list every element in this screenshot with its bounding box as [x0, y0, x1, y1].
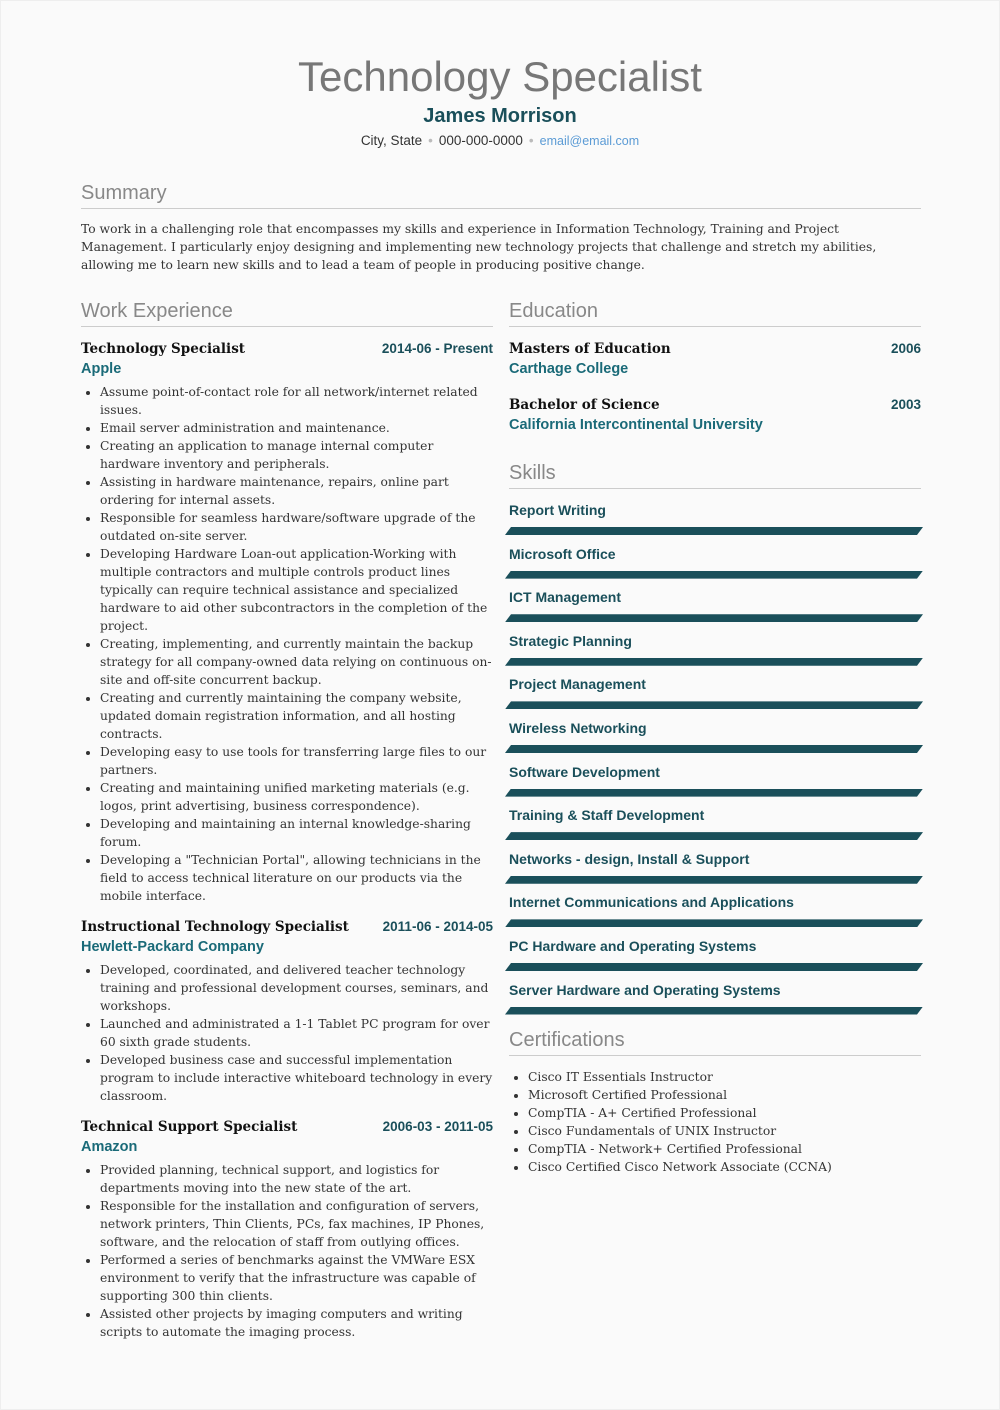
company-name: Amazon: [81, 1139, 138, 1155]
skill-item: [509, 804, 921, 848]
contact-line: [1, 133, 999, 148]
skill-level-bar: [505, 527, 923, 535]
graduation-year: 2003: [890, 397, 921, 412]
skill-item: [509, 935, 921, 979]
job-entry: [81, 1119, 493, 1341]
work-experience-section: [81, 299, 493, 1341]
skill-level-bar: [505, 658, 923, 666]
skill-level-bar: [505, 745, 923, 753]
bullet-item: • Assume point-of-contact role for all network/internet related issues.: [100, 383, 493, 419]
bullet-item: • Creating, implementing, and currently maintain the backup strategy for all company-owned data relying on continuous on-site and off-site concurrent backup.: [100, 635, 493, 689]
section-heading: Work Experience: [81, 299, 493, 327]
separator-dot: •: [528, 133, 534, 148]
degree: Bachelor of Science: [509, 397, 660, 413]
bullet-item: • Creating and currently maintaining the company website, updated domain registration information, and all hosting contracts.: [100, 689, 493, 743]
email-link[interactable]: email@email.com: [539, 134, 640, 148]
section-heading: Skills: [509, 461, 921, 489]
section-heading: Summary: [81, 181, 921, 209]
bullet-item: • Provided planning, technical support, and logistics for departments moving into the new state of the art.: [100, 1161, 493, 1197]
certification-item: • Microsoft Certified Professional: [528, 1086, 921, 1104]
skill-name: Project Management: [509, 676, 646, 693]
summary-section: [81, 181, 921, 274]
bullet-item: • Developing easy to use tools for transferring large files to our partners.: [100, 743, 493, 779]
skill-name: Software Development: [509, 763, 660, 780]
skill-name: Training & Staff Development: [509, 807, 705, 824]
skill-level-bar: [505, 789, 923, 797]
skill-name: Report Writing: [509, 502, 606, 518]
skill-name: PC Hardware and Operating Systems: [509, 937, 757, 954]
section-heading: Education: [509, 299, 921, 327]
job-header: [81, 919, 493, 935]
bullet-item: • Email server administration and maintenance.: [100, 419, 493, 437]
job-dates: 2006-03 - 2011-05: [382, 1119, 493, 1134]
skill-item: [509, 499, 921, 543]
job-title: Instructional Technology Specialist: [81, 919, 349, 935]
bullet-item: • Creating an application to manage internal computer hardware inventory and peripherals.: [100, 437, 493, 473]
skill-item: [509, 543, 921, 587]
bullet-item: • Assisting in hardware maintenance, repairs, online part ordering for internal assets.: [100, 473, 493, 509]
education-entry: [509, 341, 921, 377]
school-name: Carthage College: [509, 361, 629, 377]
skill-name: Server Hardware and Operating Systems: [509, 981, 781, 998]
job-bullets: [81, 1161, 493, 1341]
skill-item: [509, 979, 921, 1023]
person-name: James Morrison: [423, 105, 577, 127]
skill-name: Microsoft Office: [509, 545, 616, 562]
skill-level-bar: [505, 701, 923, 709]
bullet-item: • Developed, coordinated, and delivered teacher technology training and professional development courses, seminars, and workshops.: [100, 961, 493, 1015]
skill-item: [509, 717, 921, 761]
skill-level-bar: [505, 876, 923, 884]
skill-level-bar: [505, 571, 923, 579]
skill-level-bar: [505, 1007, 923, 1015]
certifications-section: [509, 1028, 921, 1176]
job-title: Technical Support Specialist: [81, 1119, 298, 1135]
certification-item: • Cisco Fundamentals of UNIX Instructor: [528, 1122, 921, 1140]
graduation-year: 2006: [890, 341, 921, 356]
location: City, State: [360, 133, 423, 148]
skill-level-bar: [505, 919, 923, 927]
bullet-item: • Developing a "Technician Portal", allowing technicians in the field to access technical literature on our products via the mobile interface.: [100, 851, 493, 905]
job-header: [81, 341, 493, 357]
skill-name: Strategic Planning: [509, 632, 632, 649]
education-header: [509, 341, 921, 357]
education-header: [509, 397, 921, 413]
education-entry: [509, 397, 921, 433]
resume-header: [1, 1, 999, 148]
skills-section: [509, 461, 921, 1022]
bullet-item: • Assisted other projects by imaging computers and writing scripts to automate the imaging process.: [100, 1305, 493, 1341]
separator-dot: •: [428, 133, 433, 148]
certification-item: • CompTIA - A+ Certified Professional: [528, 1104, 921, 1122]
skill-item: [509, 891, 921, 935]
skill-item: [509, 586, 921, 630]
bullet-item: • Developed business case and successful implementation program to include interactive whiteboard technology in every classroom.: [100, 1051, 493, 1105]
skill-name: Networks - design, Install & Support: [509, 850, 750, 867]
bullet-item: • Developing Hardware Loan-out application-Working with multiple contractors and multiple controls product lines typically can require technical assistance and specialized hardware to aid other subcontractors in the completion of the project.: [100, 545, 493, 635]
phone: 000-000-0000: [438, 133, 523, 148]
skill-level-bar: [505, 963, 923, 971]
right-column: [509, 299, 921, 1176]
summary-text: To work in a challenging role that encompasses my skills and experience in Information Technology, Training and Project Management. I particularly enjoy designing and implementing new technology projects that challenge and stretch my abilities, allowing me to learn new skills and to lead a team of people in producing positive change.: [81, 222, 877, 272]
job-dates: 2011-06 - 2014-05: [382, 919, 493, 934]
section-heading: Certifications: [509, 1028, 921, 1056]
skill-name: Internet Communications and Applications: [509, 894, 794, 911]
job-entry: [81, 919, 493, 1105]
job-title: Technology Specialist: [81, 341, 246, 357]
skill-level-bar: [505, 614, 923, 622]
job-bullets: [81, 383, 493, 905]
company-name: Apple: [81, 361, 122, 377]
bullet-item: • Creating and maintaining unified marketing materials (e.g. logos, print advertising, business correspondence).: [100, 779, 493, 815]
resume-title: Technology Specialist: [298, 53, 702, 100]
bullet-item: • Performed a series of benchmarks against the VMWare ESX environment to verify that the infrastructure was capable of supporting 300 thin clients.: [100, 1251, 493, 1305]
degree: Masters of Education: [509, 341, 671, 357]
skill-item: [509, 673, 921, 717]
school-name: California Intercontinental University: [509, 417, 763, 433]
bullet-item: • Responsible for seamless hardware/software upgrade of the outdated on-site server.: [100, 509, 493, 545]
bullet-item: • Launched and administrated a 1-1 Tablet PC program for over 60 sixth grade students.: [100, 1015, 493, 1051]
certification-item: • Cisco IT Essentials Instructor: [528, 1068, 921, 1086]
job-header: [81, 1119, 493, 1135]
bullet-item: • Developing and maintaining an internal knowledge-sharing forum.: [100, 815, 493, 851]
education-section: [509, 299, 921, 433]
job-entry: [81, 341, 493, 905]
job-dates: 2014-06 - Present: [381, 341, 493, 356]
skill-level-bar: [505, 832, 923, 840]
skill-name: ICT Management: [509, 589, 622, 606]
skill-item: [509, 848, 921, 892]
skill-name: Wireless Networking: [509, 719, 647, 736]
bullet-item: • Responsible for the installation and configuration of servers, network printers, Thin Clients, PCs, fax machines, IP Phones, software, and the relocation of staff from outlying offices.: [100, 1197, 493, 1251]
certification-item: • CompTIA - Network+ Certified Professional: [528, 1140, 921, 1158]
skill-item: [509, 761, 921, 805]
certification-item: • Cisco Certified Cisco Network Associate (CCNA): [528, 1158, 921, 1176]
company-name: Hewlett-Packard Company: [81, 939, 264, 955]
job-bullets: [81, 961, 493, 1105]
skill-item: [509, 630, 921, 674]
